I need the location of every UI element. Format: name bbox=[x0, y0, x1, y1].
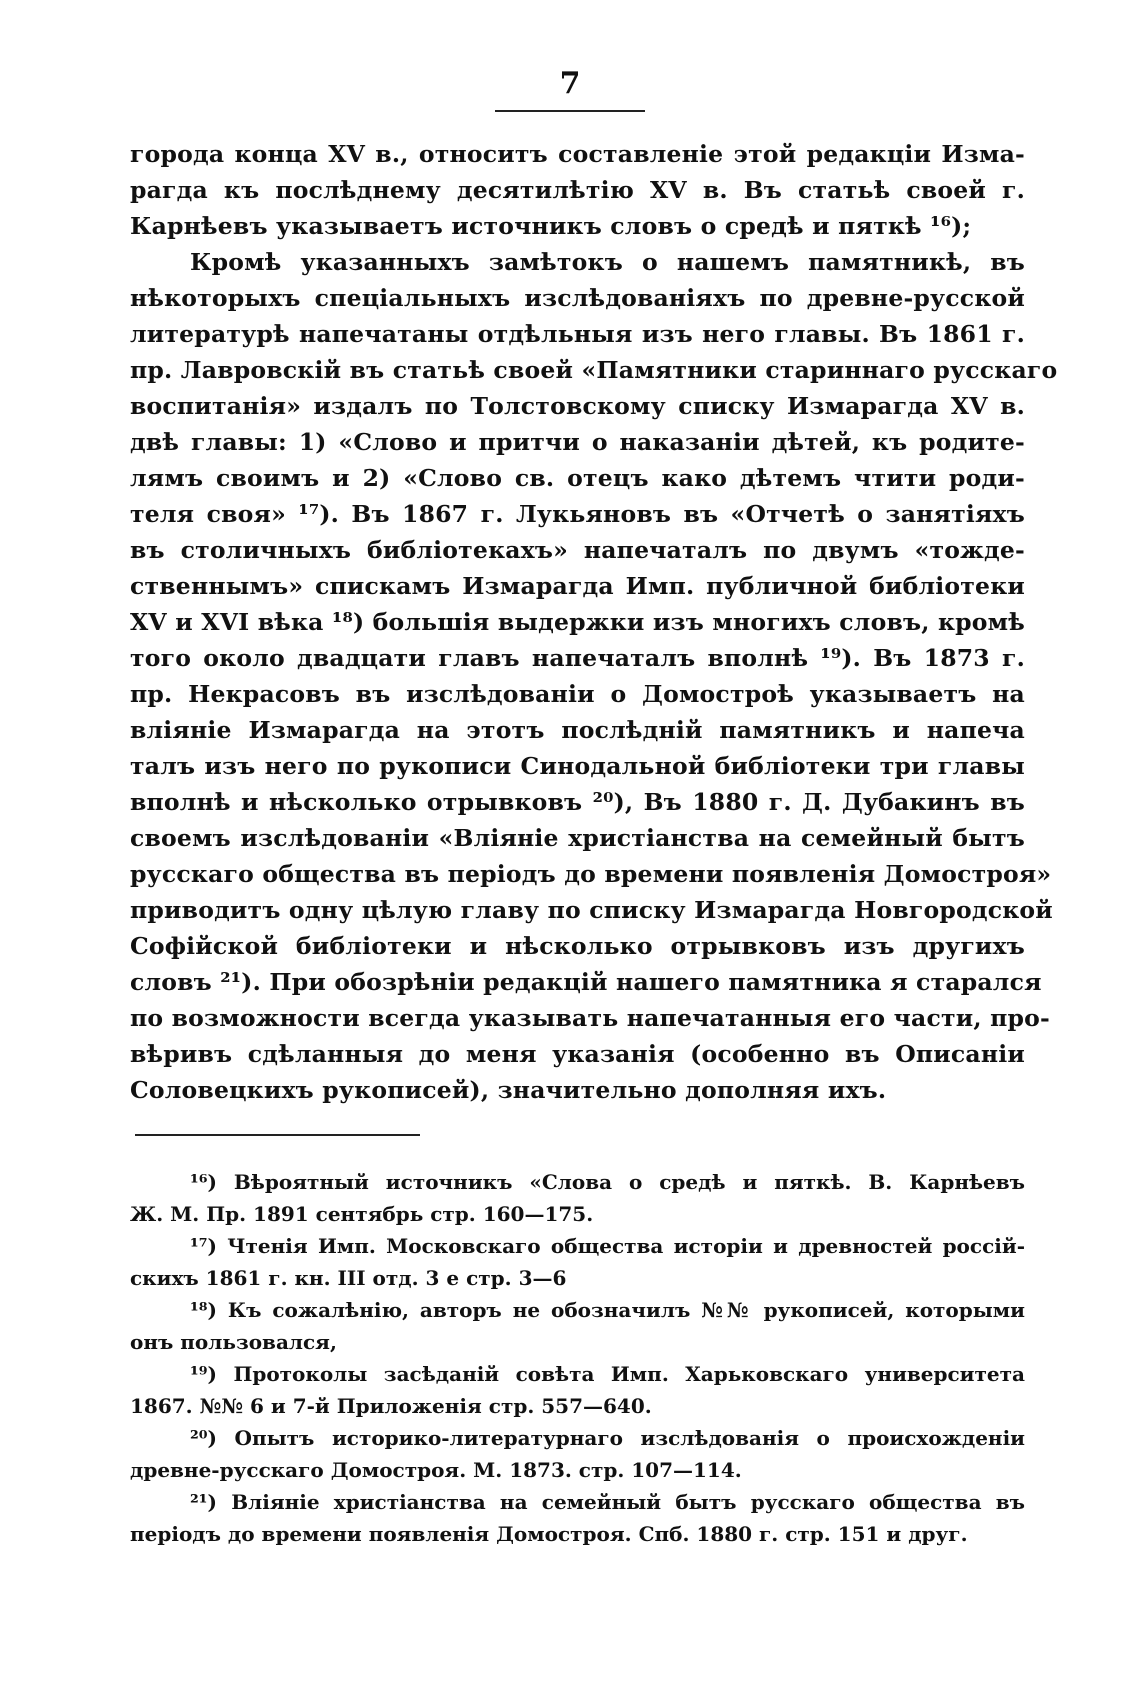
body-line: ственнымъ» спискамъ Измарагда Имп. публичной библіотеки bbox=[130, 572, 1025, 600]
footnote-line: ¹⁹) Протоколы засѣданій совѣта Имп. Харьковскаго университета bbox=[190, 1362, 1025, 1386]
footnote-line: 1867. №№ 6 и 7-й Приложенія стр. 557—640. bbox=[130, 1394, 652, 1418]
body-line: воспитанія» издалъ по Толстовскому списку Измарагда XV в. bbox=[130, 392, 1025, 420]
body-line: XV и XVI вѣка ¹⁸) большія выдержки изъ многихъ словъ, кромѣ bbox=[130, 608, 1025, 636]
body-line: Кромѣ указанныхъ замѣтокъ о нашемъ памятникѣ, въ bbox=[190, 248, 1025, 276]
body-line: двѣ главы: 1) «Слово и притчи о наказаніи дѣтей, къ родите- bbox=[130, 428, 1025, 456]
body-line: литературѣ напечатаны отдѣльныя изъ него главы. Въ 1861 г. bbox=[130, 320, 1025, 348]
footnote-line: ¹⁷) Чтенія Имп. Московскаго общества исторіи и древностей россій- bbox=[190, 1234, 1025, 1258]
body-line: талъ изъ него по рукописи Синодальной библіотеки три главы bbox=[130, 752, 1025, 780]
body-line: нѣкоторыхъ спеціальныхъ изслѣдованіяхъ по древне-русской bbox=[130, 284, 1025, 312]
body-line: вѣривъ сдѣланныя до меня указанія (особенно въ Описаніи bbox=[130, 1040, 1025, 1068]
body-line: приводитъ одну цѣлую главу по списку Измарагда Новгородской bbox=[130, 896, 1053, 924]
body-line: вполнѣ и нѣсколько отрывковъ ²⁰), Въ 1880 г. Д. Дубакинъ въ bbox=[130, 788, 1025, 816]
footnote-separator bbox=[135, 1134, 420, 1136]
footnote-line: онъ пользовался, bbox=[130, 1330, 337, 1354]
body-line: лямъ своимъ и 2) «Слово св. отецъ како дѣтемъ чтити роди- bbox=[130, 464, 1025, 492]
page-number-rule bbox=[495, 110, 645, 112]
footnote-line: Ж. М. Пр. 1891 сентябрь стр. 160—175. bbox=[130, 1202, 594, 1226]
page-number: 7 bbox=[559, 66, 581, 101]
footnote-line: ¹⁸) Къ сожалѣнію, авторъ не обозначилъ №№ рукописей, которыми bbox=[190, 1298, 1025, 1322]
body-line: Карнѣевъ указываетъ источникъ словъ о средѣ и пяткѣ ¹⁶); bbox=[130, 212, 972, 240]
footnote-line: скихъ 1861 г. кн. III отд. 3 е стр. 3—6 bbox=[130, 1266, 567, 1290]
body-line: своемъ изслѣдованіи «Вліяніе христіанства на семейный бытъ bbox=[130, 824, 1025, 852]
body-line: вліяніе Измарагда на этотъ послѣдній памятникъ и напеча bbox=[130, 716, 1025, 744]
body-line: пр. Некрасовъ въ изслѣдованіи о Домостроѣ указываетъ на bbox=[130, 680, 1025, 708]
footnotes bbox=[130, 1166, 1025, 1550]
body-line: пр. Лавровскій въ статьѣ своей «Памятники стариннаго русскаго bbox=[130, 356, 1058, 384]
body-line: русскаго общества въ періодъ до времени появленія Домостроя» bbox=[130, 860, 1052, 888]
footnote-line: ¹⁶) Вѣроятный источникъ «Слова о средѣ и пяткѣ. В. Карнѣевъ bbox=[190, 1170, 1025, 1194]
body-text bbox=[130, 136, 1058, 1108]
footnote-line: ²¹) Вліяніе христіанства на семейный бытъ русскаго общества въ bbox=[190, 1490, 1025, 1514]
body-line: рагда къ послѣднему десятилѣтію XV в. Въ статьѣ своей г. bbox=[130, 176, 1025, 204]
body-line: теля своя» ¹⁷). Въ 1867 г. Лукьяновъ въ «Отчетѣ о занятіяхъ bbox=[130, 500, 1025, 528]
footnote-line: ²⁰) Опытъ историко-литературнаго изслѣдованія о происхожденіи bbox=[190, 1426, 1025, 1450]
body-line: по возможности всегда указывать напечатанныя его части, про- bbox=[130, 1004, 1050, 1032]
body-line: словъ ²¹). При обозрѣніи редакцій нашего памятника я старался bbox=[130, 968, 1042, 996]
body-line: въ столичныхъ библіотекахъ» напечаталъ по двумъ «тожде- bbox=[130, 536, 1025, 564]
footnote-line: древне-русскаго Домостроя. М. 1873. стр. 107—114. bbox=[130, 1458, 742, 1482]
body-line: Софійской библіотеки и нѣсколько отрывковъ изъ другихъ bbox=[130, 932, 1025, 960]
body-line: Соловецкихъ рукописей), значительно дополняя ихъ. bbox=[130, 1076, 887, 1104]
body-line: города конца XV в., относитъ составленіе этой редакціи Изма- bbox=[130, 140, 1025, 168]
footnote-line: періодъ до времени появленія Домостроя. Спб. 1880 г. стр. 151 и друг. bbox=[130, 1522, 968, 1546]
body-line: того около двадцати главъ напечаталъ вполнѣ ¹⁹). Въ 1873 г. bbox=[130, 644, 1025, 672]
